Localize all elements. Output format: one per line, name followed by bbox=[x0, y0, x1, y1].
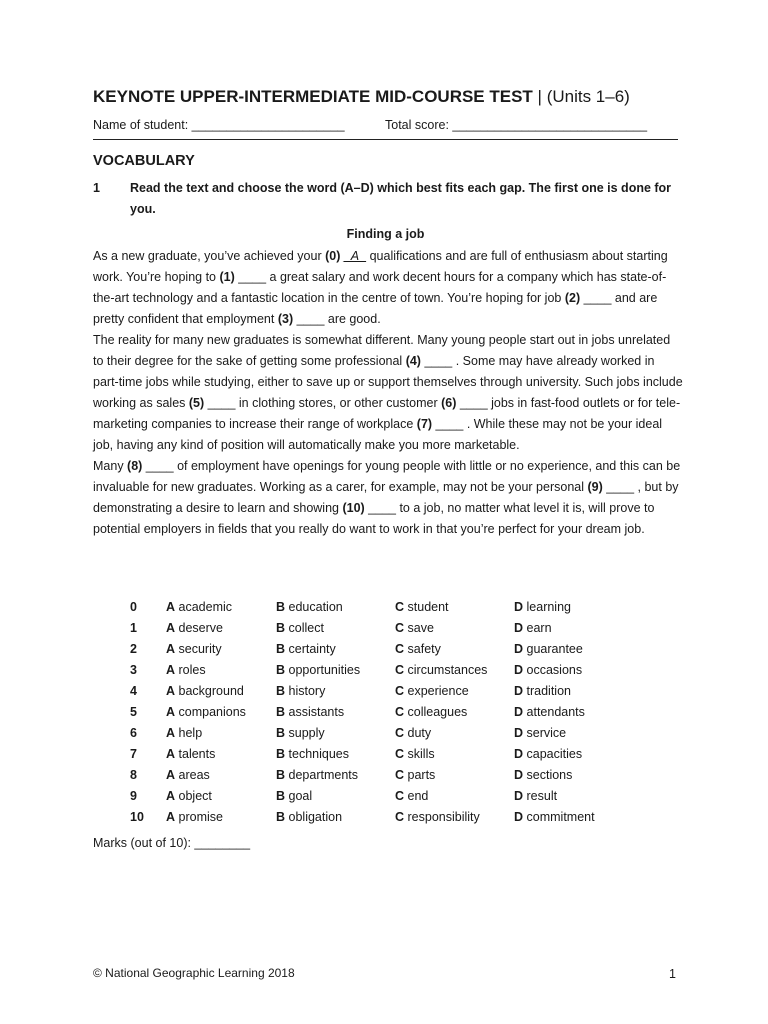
student-name-field[interactable]: Name of student: ______________________ bbox=[93, 118, 345, 132]
option-row bbox=[130, 596, 624, 617]
option-word: help bbox=[178, 725, 203, 740]
option-word: attendants bbox=[526, 704, 585, 719]
option-word: techniques bbox=[288, 746, 349, 761]
option-c[interactable] bbox=[395, 701, 514, 722]
option-row bbox=[130, 785, 624, 806]
option-d[interactable] bbox=[514, 680, 624, 701]
option-a[interactable] bbox=[166, 617, 276, 638]
option-letter: D bbox=[514, 599, 524, 614]
option-word: history bbox=[288, 683, 326, 698]
gap-8[interactable]: (8) bbox=[127, 459, 143, 473]
option-letter: B bbox=[276, 641, 286, 656]
option-word: assistants bbox=[288, 704, 345, 719]
marks-field[interactable]: Marks (out of 10): ________ bbox=[93, 836, 251, 850]
option-word: talents bbox=[178, 746, 216, 761]
option-word: areas bbox=[178, 767, 210, 782]
gap-7[interactable]: (7) bbox=[416, 417, 433, 431]
option-word: parts bbox=[407, 767, 436, 782]
copyright-notice: © National Geographic Learning 2018 bbox=[93, 966, 295, 980]
option-word: colleagues bbox=[407, 704, 468, 719]
option-row bbox=[130, 743, 624, 764]
gap-1[interactable]: (1) bbox=[219, 270, 235, 284]
option-a[interactable] bbox=[166, 701, 276, 722]
question-instruction bbox=[93, 178, 678, 220]
option-d[interactable] bbox=[514, 764, 624, 785]
option-word: object bbox=[178, 788, 212, 803]
option-b[interactable] bbox=[276, 722, 395, 743]
option-letter: B bbox=[276, 683, 286, 698]
option-c[interactable] bbox=[395, 764, 514, 785]
passage-text: ____ jobs in fast-food outlets or for tele-marketing companies to increase their range of workplace bbox=[93, 396, 681, 431]
option-a[interactable] bbox=[166, 722, 276, 743]
passage-text: Many bbox=[93, 459, 128, 473]
gap-0: (0) bbox=[325, 249, 341, 263]
passage-paragraph-2 bbox=[93, 330, 683, 456]
option-word: certainty bbox=[288, 641, 336, 656]
option-a[interactable] bbox=[166, 680, 276, 701]
option-row bbox=[130, 680, 624, 701]
option-b[interactable] bbox=[276, 617, 395, 638]
option-letter: A bbox=[166, 662, 176, 677]
option-d[interactable] bbox=[514, 638, 624, 659]
gap-5[interactable]: (5) bbox=[188, 396, 205, 410]
option-c[interactable] bbox=[395, 617, 514, 638]
option-letter: D bbox=[514, 809, 524, 824]
reading-passage bbox=[93, 246, 683, 540]
passage-text: As a new graduate, you’ve achieved your bbox=[93, 249, 326, 263]
option-letter: A bbox=[166, 809, 176, 824]
option-letter: C bbox=[395, 725, 405, 740]
option-number: 7 bbox=[130, 746, 137, 761]
option-word: learning bbox=[526, 599, 571, 614]
option-word: academic bbox=[178, 599, 233, 614]
option-word: duty bbox=[407, 725, 432, 740]
option-row bbox=[130, 806, 624, 827]
option-letter: D bbox=[514, 725, 524, 740]
option-b[interactable] bbox=[276, 785, 395, 806]
option-row bbox=[130, 638, 624, 659]
option-number: 0 bbox=[130, 599, 137, 614]
option-letter: B bbox=[276, 725, 286, 740]
option-letter: B bbox=[276, 662, 286, 677]
answer-options-table bbox=[130, 596, 624, 827]
option-d[interactable] bbox=[514, 722, 624, 743]
option-letter: D bbox=[514, 704, 524, 719]
passage-text: The reality for many new graduates is somewhat different. Many young people start out in jobs unrelated to their degree for the sake of getting some professional bbox=[93, 333, 671, 368]
option-word: tradition bbox=[526, 683, 571, 698]
option-word: opportunities bbox=[288, 662, 361, 677]
option-c[interactable] bbox=[395, 785, 514, 806]
option-word: obligation bbox=[288, 809, 343, 824]
total-score-field[interactable]: Total score: ____________________________ bbox=[385, 118, 648, 132]
option-a[interactable] bbox=[166, 659, 276, 680]
option-letter: A bbox=[166, 641, 176, 656]
option-letter: A bbox=[166, 725, 176, 740]
option-a[interactable] bbox=[166, 596, 276, 617]
option-letter: A bbox=[166, 704, 176, 719]
option-letter: D bbox=[514, 641, 524, 656]
option-letter: C bbox=[395, 704, 405, 719]
option-number: 4 bbox=[130, 683, 137, 698]
passage-text: qualifications and are full of enthusiasm about starting work. You’re hoping to bbox=[93, 249, 668, 284]
option-word: deserve bbox=[178, 620, 223, 635]
title-main: KEYNOTE UPPER-INTERMEDIATE MID-COURSE TEST bbox=[93, 87, 533, 106]
page-title bbox=[93, 86, 678, 108]
option-c[interactable] bbox=[395, 596, 514, 617]
option-word: occasions bbox=[526, 662, 583, 677]
option-a[interactable] bbox=[166, 743, 276, 764]
option-word: capacities bbox=[526, 746, 583, 761]
option-b[interactable] bbox=[276, 638, 395, 659]
option-row bbox=[130, 701, 624, 722]
passage-text: ____ in clothing stores, or other customer bbox=[204, 396, 442, 410]
option-word: departments bbox=[288, 767, 358, 782]
option-letter: B bbox=[276, 809, 286, 824]
option-word: skills bbox=[407, 746, 435, 761]
gap-0-answer: _A_ bbox=[343, 249, 367, 263]
option-letter: D bbox=[514, 662, 524, 677]
option-number: 10 bbox=[130, 809, 144, 824]
option-word: end bbox=[407, 788, 429, 803]
option-word: sections bbox=[526, 767, 573, 782]
option-letter: B bbox=[276, 788, 286, 803]
test-header bbox=[93, 86, 678, 136]
option-letter: A bbox=[166, 683, 176, 698]
passage-text: ____ to a job, no matter what level it is, will prove to potential employers in fields that you really do want to work in that you’re perfect for your dream job. bbox=[93, 501, 655, 536]
option-letter: C bbox=[395, 788, 405, 803]
header-divider bbox=[93, 139, 678, 140]
option-letter: A bbox=[166, 599, 176, 614]
option-word: roles bbox=[178, 662, 206, 677]
passage-text: ____ and are pretty confident that employment bbox=[93, 291, 658, 326]
option-b[interactable] bbox=[276, 596, 395, 617]
option-word: service bbox=[526, 725, 567, 740]
passage-text: ____ are good. bbox=[293, 312, 381, 326]
option-word: education bbox=[288, 599, 343, 614]
option-row bbox=[130, 617, 624, 638]
option-b[interactable] bbox=[276, 680, 395, 701]
passage-text: ____ of employment have openings for young people with little or no experience, and this can be invaluable for new graduates. Working as a carer, for example, may not be your personal bbox=[93, 459, 681, 494]
option-letter: B bbox=[276, 704, 286, 719]
option-number: 2 bbox=[130, 641, 137, 656]
option-a[interactable] bbox=[166, 785, 276, 806]
option-word: save bbox=[407, 620, 434, 635]
option-b[interactable] bbox=[276, 764, 395, 785]
option-number: 8 bbox=[130, 767, 137, 782]
section-heading: VOCABULARY bbox=[93, 153, 195, 169]
option-letter: B bbox=[276, 746, 286, 761]
option-d[interactable] bbox=[514, 701, 624, 722]
option-a[interactable] bbox=[166, 638, 276, 659]
option-letter: C bbox=[395, 746, 405, 761]
option-d[interactable] bbox=[514, 659, 624, 680]
option-letter: C bbox=[395, 662, 405, 677]
passage-text: ____ . While these may not be your ideal job, having any kind of position will automatically make you more marketable. bbox=[93, 417, 663, 452]
option-word: earn bbox=[526, 620, 552, 635]
option-word: supply bbox=[288, 725, 325, 740]
option-letter: C bbox=[395, 683, 405, 698]
option-c[interactable] bbox=[395, 806, 514, 827]
option-word: result bbox=[526, 788, 558, 803]
option-letter: B bbox=[276, 767, 286, 782]
option-letter: C bbox=[395, 809, 405, 824]
option-letter: B bbox=[276, 620, 286, 635]
option-letter: C bbox=[395, 599, 405, 614]
question-number: 1 bbox=[93, 181, 100, 195]
option-row bbox=[130, 722, 624, 743]
text-title: Finding a job bbox=[346, 227, 425, 241]
option-c[interactable] bbox=[395, 743, 514, 764]
option-b[interactable] bbox=[276, 701, 395, 722]
gap-9[interactable]: (9) bbox=[587, 480, 603, 494]
option-c[interactable] bbox=[395, 722, 514, 743]
option-letter: D bbox=[514, 620, 524, 635]
option-number: 1 bbox=[130, 620, 137, 635]
option-number: 5 bbox=[130, 704, 137, 719]
option-row bbox=[130, 659, 624, 680]
option-word: responsibility bbox=[407, 809, 480, 824]
gap-4[interactable]: (4) bbox=[405, 354, 421, 368]
option-c[interactable] bbox=[395, 638, 514, 659]
option-word: companions bbox=[178, 704, 246, 719]
option-b[interactable] bbox=[276, 806, 395, 827]
option-letter: C bbox=[395, 767, 405, 782]
option-b[interactable] bbox=[276, 659, 395, 680]
option-word: promise bbox=[178, 809, 223, 824]
option-word: goal bbox=[288, 788, 313, 803]
option-d[interactable] bbox=[514, 785, 624, 806]
option-word: safety bbox=[407, 641, 441, 656]
gap-3[interactable]: (3) bbox=[277, 312, 294, 326]
option-d[interactable] bbox=[514, 617, 624, 638]
option-word: experience bbox=[407, 683, 469, 698]
option-word: background bbox=[178, 683, 244, 698]
option-word: security bbox=[178, 641, 222, 656]
option-word: collect bbox=[288, 620, 324, 635]
option-number: 9 bbox=[130, 788, 137, 803]
student-info-row bbox=[93, 118, 678, 136]
option-c[interactable] bbox=[395, 659, 514, 680]
option-c[interactable] bbox=[395, 680, 514, 701]
option-word: commitment bbox=[526, 809, 595, 824]
option-letter: C bbox=[395, 620, 405, 635]
option-d[interactable] bbox=[514, 806, 624, 827]
gap-6[interactable]: (6) bbox=[441, 396, 457, 410]
option-a[interactable] bbox=[166, 764, 276, 785]
option-a[interactable] bbox=[166, 806, 276, 827]
option-word: student bbox=[407, 599, 449, 614]
passage-paragraph-1 bbox=[93, 246, 683, 330]
passage-paragraph-3 bbox=[93, 456, 683, 540]
option-word: circumstances bbox=[407, 662, 488, 677]
option-letter: C bbox=[395, 641, 405, 656]
option-b[interactable] bbox=[276, 743, 395, 764]
option-letter: A bbox=[166, 620, 176, 635]
option-letter: D bbox=[514, 788, 524, 803]
option-letter: B bbox=[276, 599, 286, 614]
option-d[interactable] bbox=[514, 743, 624, 764]
option-number: 3 bbox=[130, 662, 137, 677]
gap-2[interactable]: (2) bbox=[564, 291, 581, 305]
option-word: guarantee bbox=[526, 641, 583, 656]
option-letter: D bbox=[514, 746, 524, 761]
option-d[interactable] bbox=[514, 596, 624, 617]
option-letter: A bbox=[166, 767, 176, 782]
instruction-text: Read the text and choose the word (A–D) which best fits each gap. The first one is done for you. bbox=[130, 181, 672, 216]
option-letter: A bbox=[166, 746, 176, 761]
option-number: 6 bbox=[130, 725, 137, 740]
option-letter: D bbox=[514, 767, 524, 782]
option-letter: D bbox=[514, 683, 524, 698]
passage-text: ____ . Some may have already worked in part-time jobs while studying, either to save up or support themselves through university. Such jobs include working as sales bbox=[93, 354, 683, 410]
passage-text: ____ a great salary and work decent hours for a company which has state-of-the-art technology and a fantastic location in the centre of town. You’re hoping for job bbox=[93, 270, 667, 305]
option-row bbox=[130, 764, 624, 785]
passage-text: ____ , but by demonstrating a desire to learn and showing bbox=[93, 480, 679, 515]
option-letter: A bbox=[166, 788, 176, 803]
gap-10[interactable]: (10) bbox=[342, 501, 365, 515]
page-number: 1 bbox=[669, 967, 676, 981]
title-units: | (Units 1–6) bbox=[532, 87, 630, 106]
